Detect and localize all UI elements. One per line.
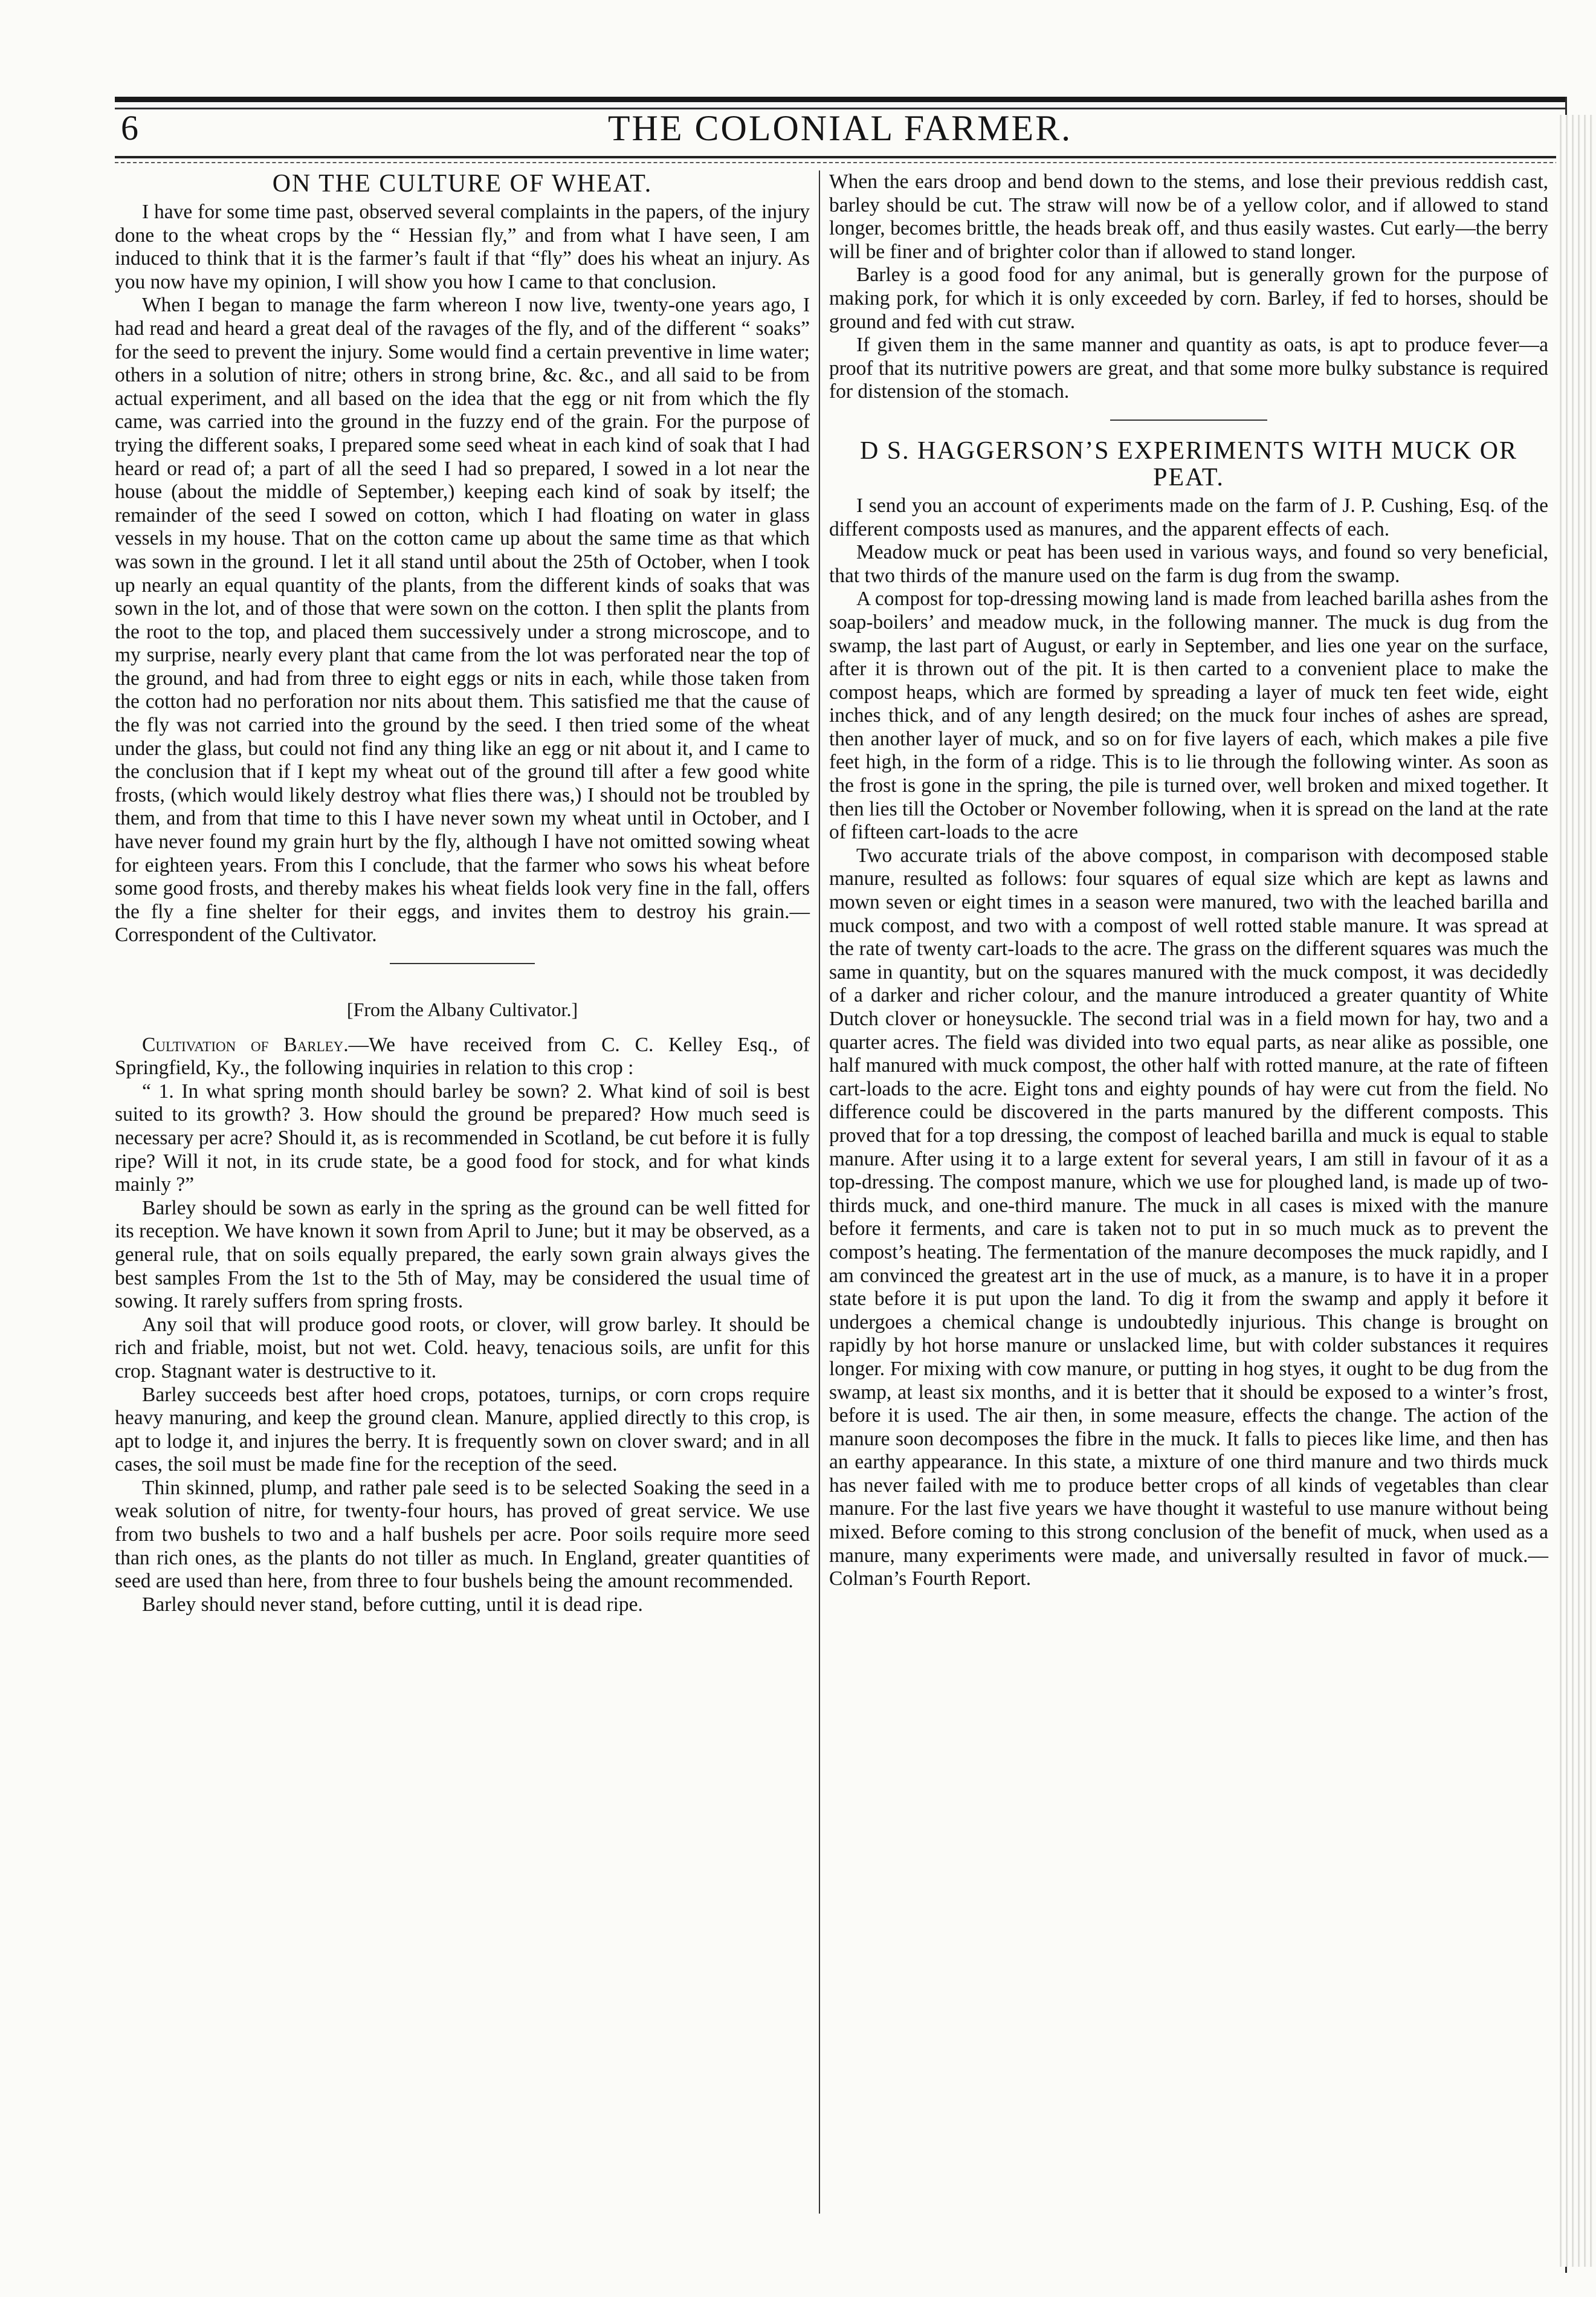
article-paragraph: Barley is a good food for any animal, but is generally grown for the purpose of making pork, for which it is only exceeded by corn. Barley, if fed to horses, should be ground and fed with cut straw. bbox=[829, 264, 1548, 333]
article-paragraph: Any soil that will produce good roots, or clover, will grow barley. It should be rich and friable, moist, but not wet. Cold. heavy, tenacious soils, are unfit for this crop. Stagnant water is destructive to it. bbox=[115, 1313, 810, 1382]
article-title-wheat: ON THE CULTURE OF WHEAT. bbox=[272, 170, 653, 198]
top-heavy-rule bbox=[115, 97, 1565, 102]
column-divider bbox=[819, 170, 820, 2214]
article-lead-paragraph bbox=[115, 1034, 810, 1080]
article-title-muck: D S. HAGGERSON’S EXPERIMENTS WITH MUCK OR PEAT. bbox=[859, 436, 1518, 491]
header-rule bbox=[115, 156, 1565, 158]
article-paragraph: I have for some time past, observed several complaints in the papers, of the injury done to the wheat crops by the “ Hessian fly,” and from what I have seen, I am induced to think that it is the farmer’s fault if that “fly” does his wheat an injury. As you now have my opinion, I will show you how I came to that conclusion. bbox=[115, 201, 810, 293]
article-paragraph: Thin skinned, plump, and rather pale seed is to be selected Soaking the seed in a weak solution of nitre, for twenty-four hours, has proved of great service. We use from two bushels to two and a half bushels per acre. Poor soils require more seed than rich ones, as the plants do not tiller as much. In England, greater quantities of seed are used than here, from three to four bushels being the amount recommended. bbox=[115, 1476, 810, 1593]
article-separator bbox=[1110, 420, 1267, 421]
left-column bbox=[115, 170, 810, 1616]
article-paragraph: When I began to manage the farm whereon I now live, twenty-one years ago, I had read and heard a great deal of the ravages of the fly, and of the different “ soaks” for the seed to prevent the injury. Some would find a certain preventive in lime water; others in a solution of nitre; others in strong brine, &c. &c., and all said to be from actual experiment, and all based on the idea that the egg or nit from which the fly came, was carried into the ground in the fuzzy end of the grain. For the purpose of trying the different soaks, I prepared some seed wheat in each kind of soak that I had heard or read of; a part of all the seed I had so prepared, I sowed in a lot near the house (about the middle of September,) keeping each kind of soak by itself; the remainder of the seed I sowed on cotton, which I had floating on water in glass vessels in my house. That on the cotton came up about the same time as that which was sown in the ground. I let it all stand until about the 25th of October, when I took up nearly an equal quantity of the plants, from the different kinds of soaks that was sown in the lot, and of those that were sown on the cotton. I then split the plants from the root to the top, and placed them successively under a strong microscope, and to my surprise, nearly every plant that came from the lot was perforated near the top of the ground, and had from three to eight eggs or nits in each, while those taken from the cotton had no perforation nor nits about them. This satisfied me that the cause of the fly was not carried into the ground by the seed. I then tried some of the wheat under the glass, but could not find any thing like an egg or nit about it, and I came to the conclusion that if I kept my wheat out of the ground till after a few good white frosts, (which would likely destroy what flies there was,) I should not be troubled by them, and from that time to this I have never sown my wheat until in October, and I have never found my grain hurt by the fly, although I have not omitted sowing wheat for eighteen years. From this I conclude, that the farmer who sows his wheat before some good frosts, and thereby makes his wheat fields look very fine in the fall, offers the fly a fine shelter for their eggs, and invites them to destroy his grain.—Correspondent of the Cultivator. bbox=[115, 294, 810, 947]
article-paragraph: If given them in the same manner and quantity as oats, is apt to produce fever—a proof that its nutritive powers are great, and that some more bulky substance is required for distension of the stomach. bbox=[829, 334, 1548, 403]
article-lead-text: —We have received from C. C. Kelley Esq., of Springfield, Ky., the following inquiries in relation to this crop : bbox=[115, 1033, 810, 1080]
article-lead-caps: Cultivation of Barley. bbox=[142, 1033, 349, 1056]
masthead-title: THE COLONIAL FARMER. bbox=[607, 108, 1073, 148]
header-dashed-rule bbox=[115, 162, 1565, 163]
page-number: 6 bbox=[121, 108, 138, 147]
article-paragraph: “ 1. In what spring month should barley be sown? 2. What kind of soil is best suited to its growth? 3. How should the ground be prepared? How much seed is necessary per acre? Should it, as is recommended in Scotland, be cut before it is fully ripe? Will it not, in its crude state, be a good food for stock, and for what kinds mainly ?” bbox=[115, 1080, 810, 1196]
page-header bbox=[115, 108, 1565, 156]
article-paragraph: Two accurate trials of the above compost, in comparison with decomposed stable manure, resulted as follows: four squares of equal size which are kept as lawns and mown seven or eight times in a season were manured, two with the leached barilla and muck compost, and two with a compost of well rotted stable manure. It was spread at the rate of twenty cart-loads to the acre. The grass on the different squares was much the same in quantity, but on the squares manured with the muck compost, it was decidedly of a darker and richer colour, and the manure introduced a greater quantity of White Dutch clover or honeysuckle. The second trial was in a field mown for hay, two and a quarter acres. The field was divided into two equal parts, as near alike as possible, one half manured with muck compost, the other half with rotted manure, at the rate of fifteen cart-loads to the acre. Eight tons and eighty pounds of hay were cut from the field. No difference could be discovered in the parts manured by the different composts. This proved that for a top dressing, the compost of leached barilla and muck is equal to stable manure. After using it to a large extent for several years, I am still in favour of it as a top-dressing. The compost manure, which we use for ploughed land, is made up of two-thirds muck, and one-third manure. The muck in all cases is mixed with the manure before it ferments, and care is taken not to put in so much muck as to prevent the compost’s heating. The fermentation of the manure decomposes the muck rapidly, and I am convinced the greatest art in the use of muck, as a manure, is to have it in a proper state before it is put upon the land. To dig it from the swamp and apply it before it undergoes a chemical change is undoubtedly injurious. This change is brought on rapidly by hot horse manure or unslacked lime, but with colder substances it requires longer. For mixing with cow manure, or putting in hog styes, it ought to be dug from the swamp, at least six months, and it is better that it should be exposed to a winter’s frost, before it is used. The air then, in some measure, effects the change. The action of the manure soon decomposes the fibre in the muck. It falls to pieces like lime, and then has an earthy appearance. In this state, a mixture of one third manure and two thirds muck has never failed with me to produce better crops of all kinds of vegetables than clear manure. For the last five years we have thought it wasteful to use manure without being mixed. Before coming to this strong conclusion of the benefit of muck, when used as a manure, many experiments were made, and universally resulted in favor of muck.—Colman’s Fourth Report. bbox=[829, 844, 1548, 1590]
article-separator bbox=[390, 963, 535, 964]
article-paragraph: Barley succeeds best after hoed crops, potatoes, turnips, or corn crops require heavy manuring, and keep the ground clean. Manure, applied directly to this crop, is apt to lodge it, and injures the berry. It is frequently sown on clover sward; and in all cases, the soil must be made fine for the reception of the seed. bbox=[115, 1383, 810, 1476]
article-paragraph: Barley should never stand, before cutting, until it is dead ripe. bbox=[142, 1593, 643, 1616]
article-paragraph: Meadow muck or peat has been used in various ways, and found so very beneficial, that two thirds of the manure used on the farm is dug from the swamp. bbox=[829, 541, 1548, 587]
article-paragraph: Barley should be sown as early in the spring as the ground can be well fitted for its reception. We have known it sown from April to June; but it may be observed, as a general rule, that on soils equally prepared, the early sown grain always gives the best samples From the 1st to the 5th of May, may be considered the usual time of sowing. It rarely suffers from spring frosts. bbox=[115, 1196, 810, 1313]
article-paragraph: A compost for top-dressing mowing land is made from leached barilla ashes from the soap-boilers’ and meadow muck, in the following manner. The muck is dug from the swamp, the last part of August, or early in September, and lies one year on the surface, after it is thrown out of the pit. It is then carted to a convenient place to make the compost heaps, which are formed by spreading a layer of muck ten feet wide, eight inches thick, and of any length desired; on the muck four inches of ashes are spread, then another layer of muck, and so on for five layers of each, which makes a pile five feet high, in the form of a ridge. This is to lie through the following winter. As soon as the frost is gone in the spring, the pile is turned over, well broken and mixed together. It then lies till the October or November following, when it is spread on the land at the rate of fifteen cart-loads to the acre bbox=[829, 588, 1548, 844]
article-source: [From the Albany Cultivator.] bbox=[346, 999, 578, 1020]
adjacent-page-edge bbox=[1556, 115, 1596, 2267]
right-column bbox=[829, 170, 1548, 1591]
article-paragraph: I send you an account of experiments made on the farm of J. P. Cushing, Esq. of the different composts used as manures, and the apparent effects of each. bbox=[829, 494, 1548, 540]
article-paragraph: When the ears droop and bend down to the stems, and lose their previous reddish cast, barley should be cut. The straw will now be of a yellow color, and if allowed to stand longer, becomes brittle, the heads break off, and thus easily wastes. Cut early—the berry will be finer and of brighter color than if allowed to stand longer. bbox=[829, 170, 1548, 263]
